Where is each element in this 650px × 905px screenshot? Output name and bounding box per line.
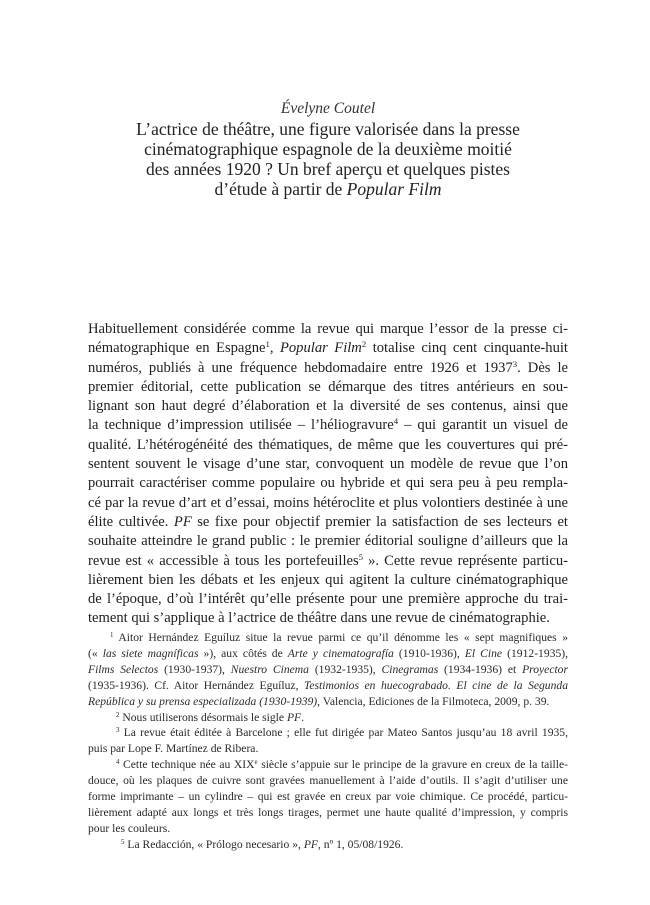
text-run: La Redacción, « Prólogo necesario », — [124, 837, 304, 851]
text-run: Aitor Hernández Eguíluz situe la revue parmi ce qu’il dénomme les « sept magnifiques » — [113, 631, 568, 644]
text-run: , Valencia, Ediciones de la Filmoteca, 2009, p. 39. — [317, 694, 550, 708]
text-run-italic: PF — [173, 513, 192, 530]
body-line: lignant son haut degré d’élaboration et la diversité de ses contenus, ainsi que — [88, 398, 568, 415]
text-run: (1934-1936) et — [438, 662, 523, 676]
title-line-3: des années 1920 ? Un bref aperçu et quelques pistes — [146, 159, 510, 179]
body-line: lièrement bien les débats et les enjeux qui agitent la culture cinématographique — [88, 571, 568, 588]
text-run-italic: las siete magníficas — [102, 646, 199, 660]
body-line: souhaite atteindre le grand public : le premier éditorial souligne d’ailleurs que la — [88, 533, 568, 550]
footnote-line — [88, 725, 568, 741]
footnote-4 — [88, 757, 568, 837]
footnote-line — [88, 630, 568, 646]
footnote-line — [88, 757, 568, 773]
footnote-ref-5[interactable]: 5 — [358, 551, 364, 562]
text-run-italic: PF — [303, 837, 318, 851]
body-line: pourrait caractériser comme populaire ou hybride et qui sera peu à peu rempla- — [88, 475, 568, 492]
text-run: , nº 1, 05/08/1926. — [317, 837, 404, 851]
text-run: (1912-1935), — [502, 646, 568, 660]
footnote-line: lièrement adapté aux longs et très longs tirages, permet une haute qualité d’impression, y compris — [88, 805, 568, 819]
footnote-ref-1[interactable]: 1 — [265, 339, 270, 350]
footnote-number: 1 — [110, 631, 114, 640]
text-run-italic: República y su prensa especializada (1930-1939) — [88, 694, 318, 708]
text-run-italic: Popular Film — [279, 340, 362, 357]
text-run-italic: Nuestro Cinema — [230, 662, 309, 676]
body-line: cé par la revue d’art et d’essai, moins hétéroclite et plus volontiers destinée à une — [88, 494, 568, 511]
text-run: . Dès le — [517, 359, 568, 376]
text-run: (1930-1937), — [158, 662, 231, 676]
body-line: tement qui s’applique à l’actrice de théâtre dans une revue de cinématographie. — [88, 610, 550, 627]
text-run-italic: Films Selectos — [88, 662, 159, 676]
footnote-line — [88, 694, 568, 710]
body-line — [88, 416, 568, 435]
author-name: Évelyne Coutel — [280, 100, 376, 117]
footnote-number: 5 — [121, 837, 125, 846]
text-run: . — [301, 710, 305, 724]
footnote-2 — [88, 710, 568, 726]
text-run: (1932-1935), — [308, 662, 382, 676]
footnote-line — [88, 710, 568, 726]
footnote-line — [88, 662, 568, 678]
footnote-5 — [88, 837, 568, 853]
title-line-2: cinématographique espagnole de la deuxième moitié — [144, 139, 512, 159]
body-line — [88, 552, 568, 571]
body-line: qualité. L’hétérogénéité des thématiques, de même que les couvertures qui pré- — [88, 436, 568, 453]
text-run-italic: Cinegramas — [381, 662, 439, 676]
text-run-italic: El Cine — [464, 646, 503, 660]
text-run: (1935-1936). Cf. Aitor Hernández Eguíluz, — [88, 678, 304, 692]
text-run: Nous utiliserons désormais le sigle — [119, 710, 287, 724]
text-run: la technique d’impression utilisée – l’héliogravure — [88, 417, 394, 434]
text-run-italic: Testimonios en huecograbado. El cine de la Segunda — [304, 678, 568, 692]
superscript: e — [254, 758, 258, 767]
footnote-line: puis par Lope F. Martínez de Ribera. — [88, 742, 259, 756]
text-run: revue est « accessible à tous les portefeuilles — [88, 552, 359, 569]
footnote-number: 3 — [116, 726, 120, 735]
body-line: de l’époque, d’où l’intérêt qu’elle présente pour une première approche du trai- — [88, 591, 568, 608]
footnote-line — [88, 646, 568, 662]
text-run: (« — [88, 646, 103, 660]
text-run-italic: Arte y cinematografía — [287, 646, 394, 660]
footnote-ref-4[interactable]: 4 — [393, 416, 399, 427]
text-run: , — [269, 340, 280, 357]
footnote-ref-2[interactable]: 2 — [361, 339, 367, 350]
title-line-4 — [88, 179, 568, 199]
text-run: siècle s’appuie sur le principe de la gravure en creux de la taille- — [257, 758, 569, 772]
footnote-ref-3[interactable]: 3 — [512, 358, 518, 369]
body-line — [88, 339, 568, 358]
text-run: totalise cinq cent cinquante-huit — [366, 340, 568, 357]
title-line-4-text: d’étude à partir de — [214, 179, 347, 199]
text-run: Cette technique née au XIX — [119, 758, 255, 772]
text-run: »), aux côtés de — [198, 646, 288, 660]
text-run: numéros, publiés à une fréquence hebdomadaire entre 1926 et 1937 — [88, 359, 513, 376]
footnote-line: pour les couleurs. — [88, 821, 171, 835]
text-run-italic: PF — [286, 710, 302, 724]
footnote-number: 4 — [116, 758, 120, 767]
text-run: (1910-1936), — [393, 646, 465, 660]
footnote-3 — [88, 725, 568, 757]
body-line: Habituellement considérée comme la revue qui marque l’essor de la presse ci- — [88, 321, 568, 337]
footnote-line: douce, où les plaques de cuivre sont gravées manuellement à l’aide d’outils. Il s’agit d’utiliser une — [88, 774, 568, 788]
footnote-line — [88, 837, 568, 853]
footnotes — [88, 630, 568, 853]
footnote-1 — [88, 630, 568, 710]
body-line — [88, 513, 568, 532]
text-run: – qui garantit un visuel de — [398, 417, 568, 434]
text-run: se fixe pour objectif premier la satisfaction de ses lecteurs et — [191, 513, 568, 530]
body-line: premier éditorial, cette publication se démarque des titres antérieurs en sou- — [88, 378, 568, 395]
text-run: ». Cette revue représente particu- — [363, 552, 568, 569]
text-run: élite cultivée. — [88, 513, 174, 530]
footnote-number: 2 — [116, 710, 120, 719]
text-run: nématographique en Espagne — [88, 340, 266, 357]
title-italic-tail: Popular Film — [346, 179, 442, 199]
body-line — [88, 359, 568, 378]
footnote-line: forme imprimante – un cylindre – qui est gravée en creux par voie chimique. Ce procédé, particu- — [88, 790, 568, 804]
text-run-italic: Proyector — [522, 662, 568, 676]
title-line-1: L’actrice de théâtre, une figure valorisée dans la presse — [136, 119, 520, 139]
text-run: La revue était éditée à Barcelone ; elle fut dirigée par Mateo Santos jusqu’au 18 avril 1935, — [119, 726, 568, 740]
footnote-line — [88, 678, 568, 694]
body-line: sentent souvent le visage d’une star, convoquent un modèle de revue que l’on — [88, 456, 568, 473]
article-title — [88, 119, 568, 199]
body-paragraph — [88, 320, 568, 629]
